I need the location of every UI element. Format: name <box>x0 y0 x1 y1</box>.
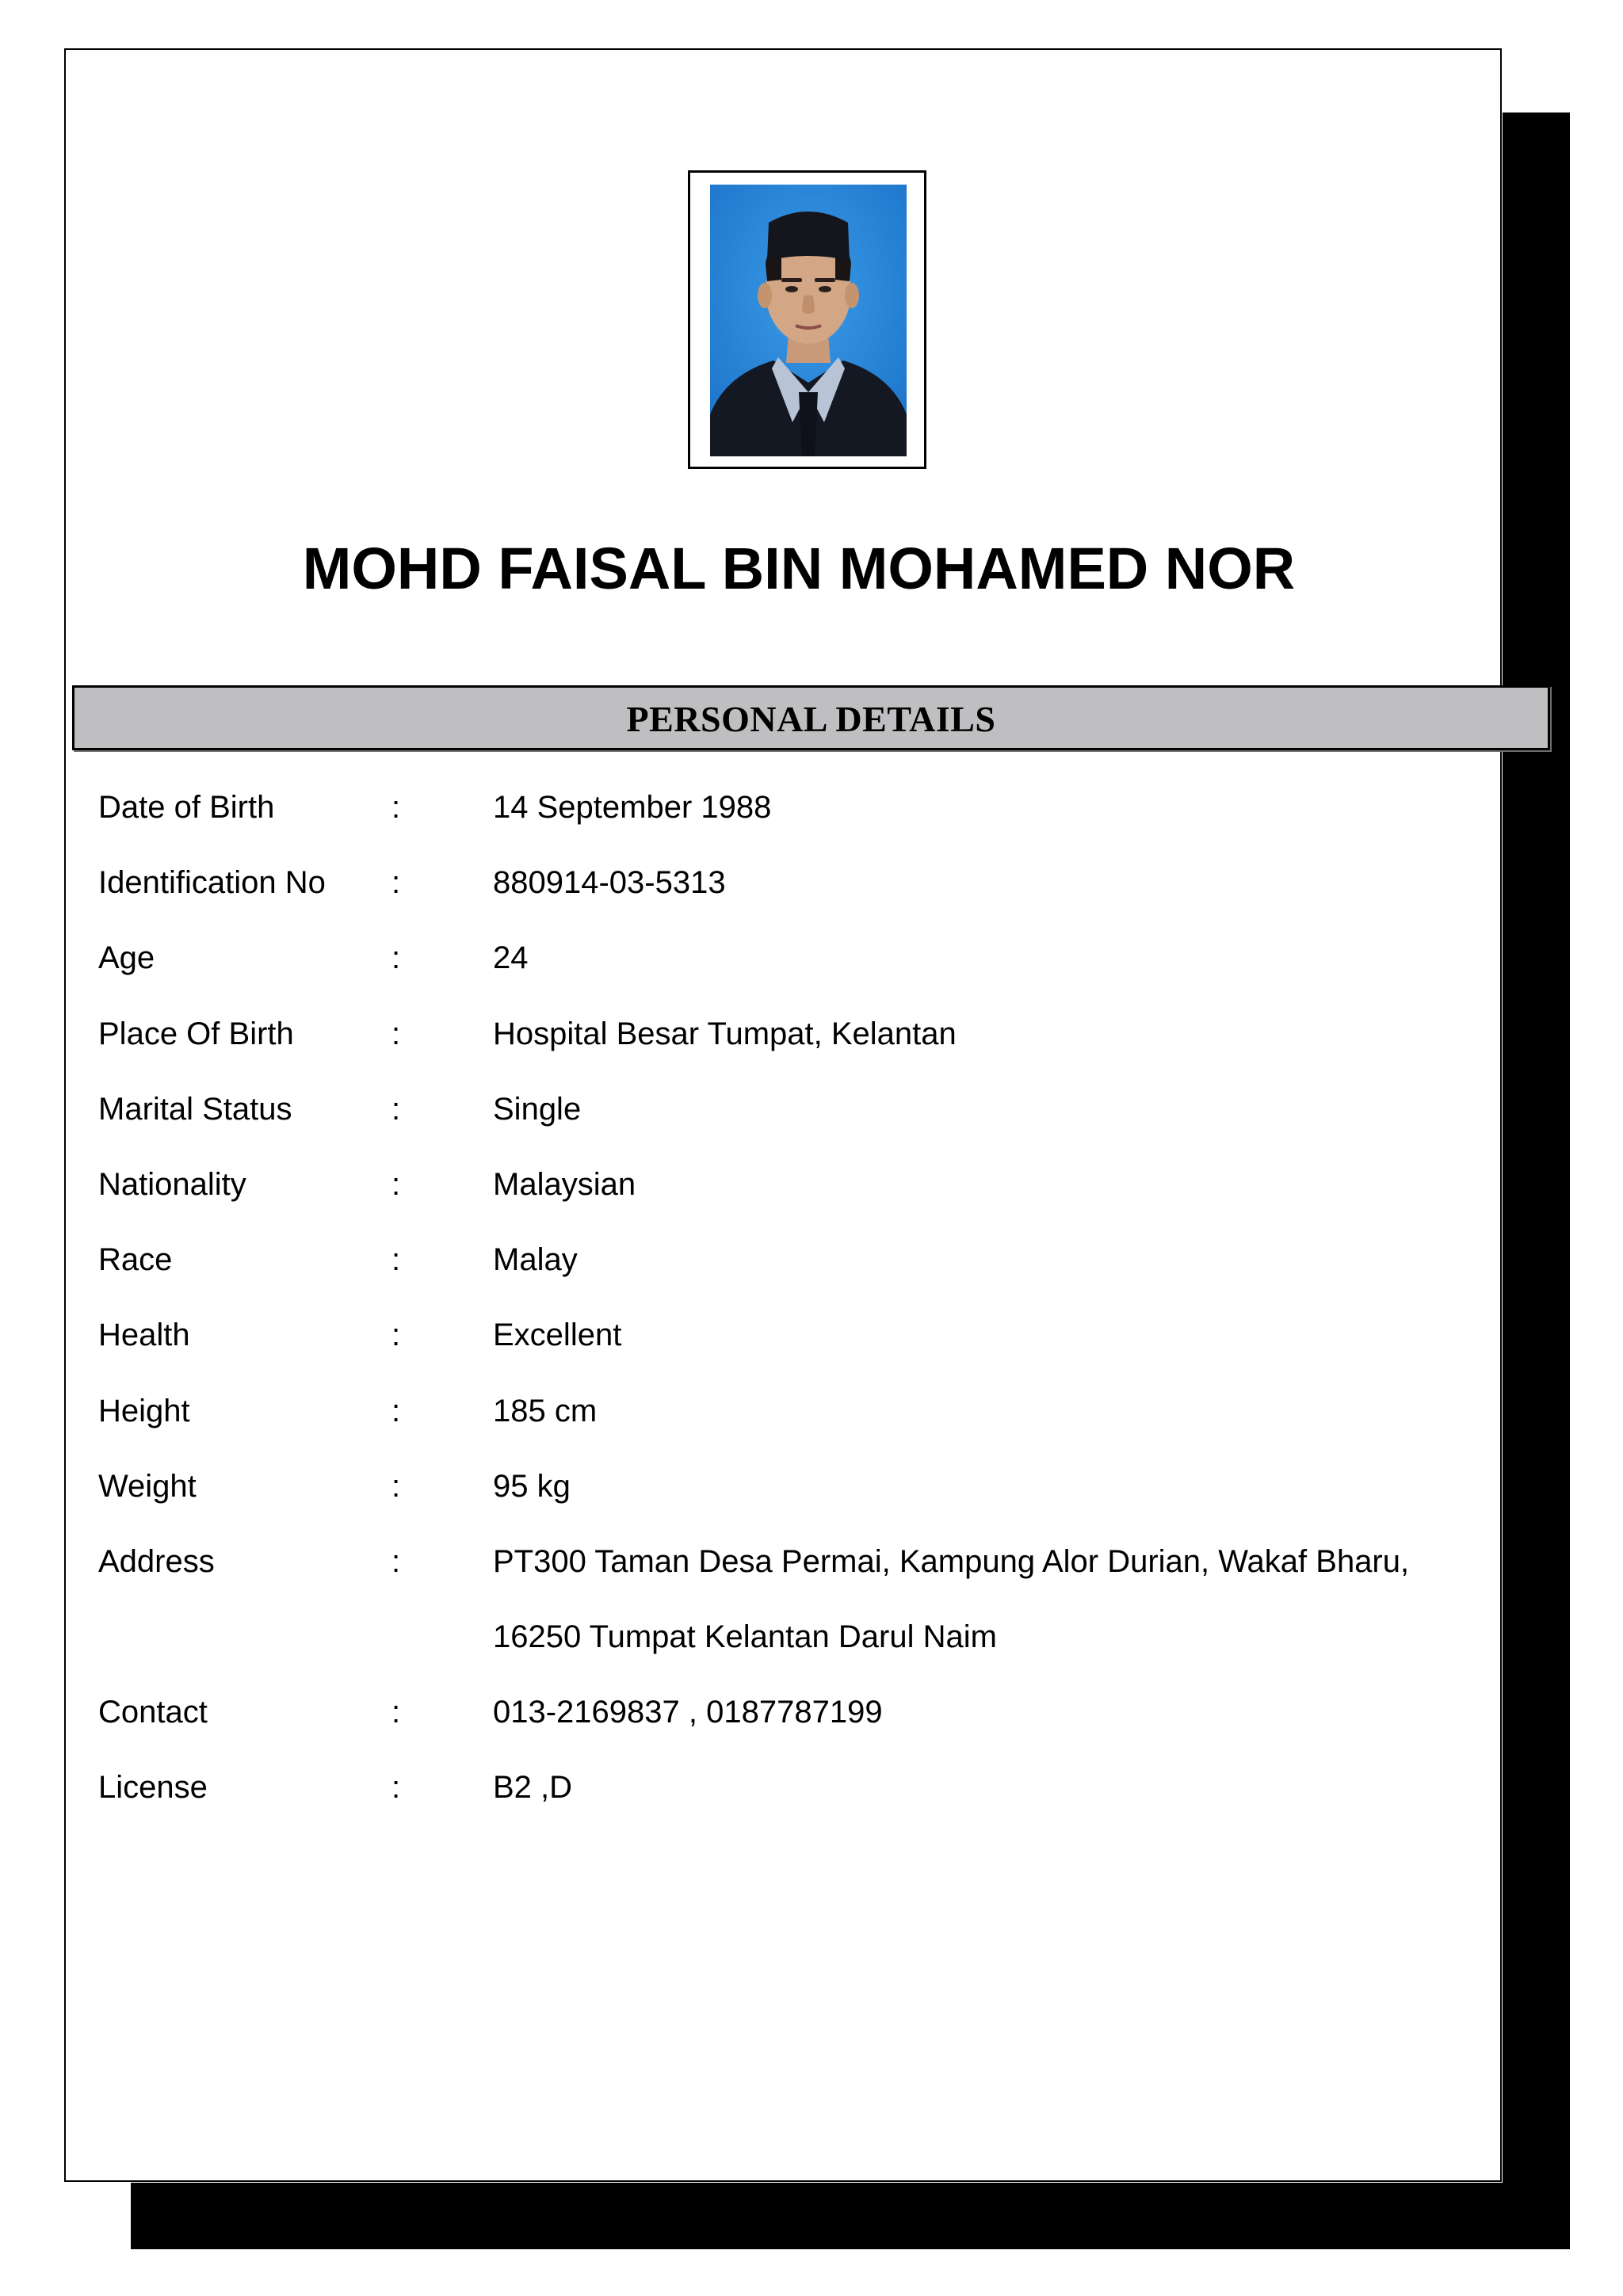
detail-row-license <box>98 1750 1509 1825</box>
detail-label: Marital Status <box>98 1091 292 1127</box>
detail-label: Weight <box>98 1468 197 1504</box>
detail-label: Race <box>98 1242 173 1278</box>
detail-label: License <box>98 1770 208 1806</box>
detail-value: 14 September 1988 <box>493 790 772 825</box>
detail-separator: : <box>391 865 401 901</box>
detail-separator: : <box>391 940 401 976</box>
portrait-photo-icon <box>710 185 907 456</box>
detail-label: Contact <box>98 1695 208 1730</box>
photo-frame <box>688 170 926 469</box>
detail-value: 013-2169837 , 0187787199 <box>493 1695 883 1730</box>
detail-separator: : <box>391 1166 401 1202</box>
detail-row-health <box>98 1298 1509 1373</box>
detail-value: Excellent <box>493 1318 622 1353</box>
detail-separator: : <box>391 1695 401 1730</box>
detail-value: Malaysian <box>493 1166 636 1202</box>
detail-value: 95 kg <box>493 1468 571 1504</box>
detail-separator: : <box>391 1091 401 1127</box>
detail-label: Place Of Birth <box>98 1016 294 1051</box>
detail-separator: : <box>391 1543 401 1579</box>
detail-label: Height <box>98 1393 190 1428</box>
detail-row-race <box>98 1222 1509 1298</box>
detail-row-identification-no <box>98 845 1509 921</box>
page-shadow-bottom <box>131 2183 1570 2249</box>
personal-details-list <box>98 770 1509 1826</box>
detail-row-date-of-birth <box>98 770 1509 845</box>
detail-separator: : <box>391 1242 401 1278</box>
detail-separator: : <box>391 1393 401 1428</box>
detail-value: PT300 Taman Desa Permai, Kampung Alor Durian, Wakaf Bharu, <box>493 1543 1410 1579</box>
detail-separator: : <box>391 1318 401 1353</box>
detail-separator: : <box>391 1016 401 1051</box>
detail-row-height <box>98 1374 1509 1449</box>
detail-value: B2 ,D <box>493 1770 573 1806</box>
detail-label: Nationality <box>98 1166 246 1202</box>
detail-row-weight <box>98 1449 1509 1524</box>
detail-label: Address <box>98 1543 215 1579</box>
detail-row-nationality <box>98 1147 1509 1222</box>
detail-row-place-of-birth <box>98 997 1509 1072</box>
detail-separator: : <box>391 1770 401 1806</box>
detail-label: Age <box>98 940 155 976</box>
detail-separator: : <box>391 790 401 825</box>
detail-value: Malay <box>493 1242 578 1278</box>
detail-label: Identification No <box>98 865 326 901</box>
detail-row-address <box>98 1524 1509 1600</box>
section-title: PERSONAL DETAILS <box>626 699 996 739</box>
section-header-personal-details <box>72 685 1550 750</box>
detail-value: Hospital Besar Tumpat, Kelantan <box>493 1016 957 1051</box>
page-shadow-right <box>1503 113 1570 2249</box>
detail-separator: : <box>391 1468 401 1504</box>
detail-label: Date of Birth <box>98 790 275 825</box>
detail-row-contact <box>98 1675 1509 1750</box>
detail-label: Health <box>98 1318 190 1353</box>
detail-row-marital-status <box>98 1072 1509 1147</box>
detail-value: 880914-03-5313 <box>493 865 726 901</box>
detail-value: 24 <box>493 940 529 976</box>
detail-value: 185 cm <box>493 1393 598 1428</box>
detail-row-age <box>98 921 1509 996</box>
full-name-heading: MOHD FAISAL BIN MOHAMED NOR <box>302 536 1296 601</box>
detail-row-address-continued <box>98 1600 1509 1675</box>
detail-value: 16250 Tumpat Kelantan Darul Naim <box>493 1619 997 1655</box>
detail-value: Single <box>493 1091 582 1127</box>
